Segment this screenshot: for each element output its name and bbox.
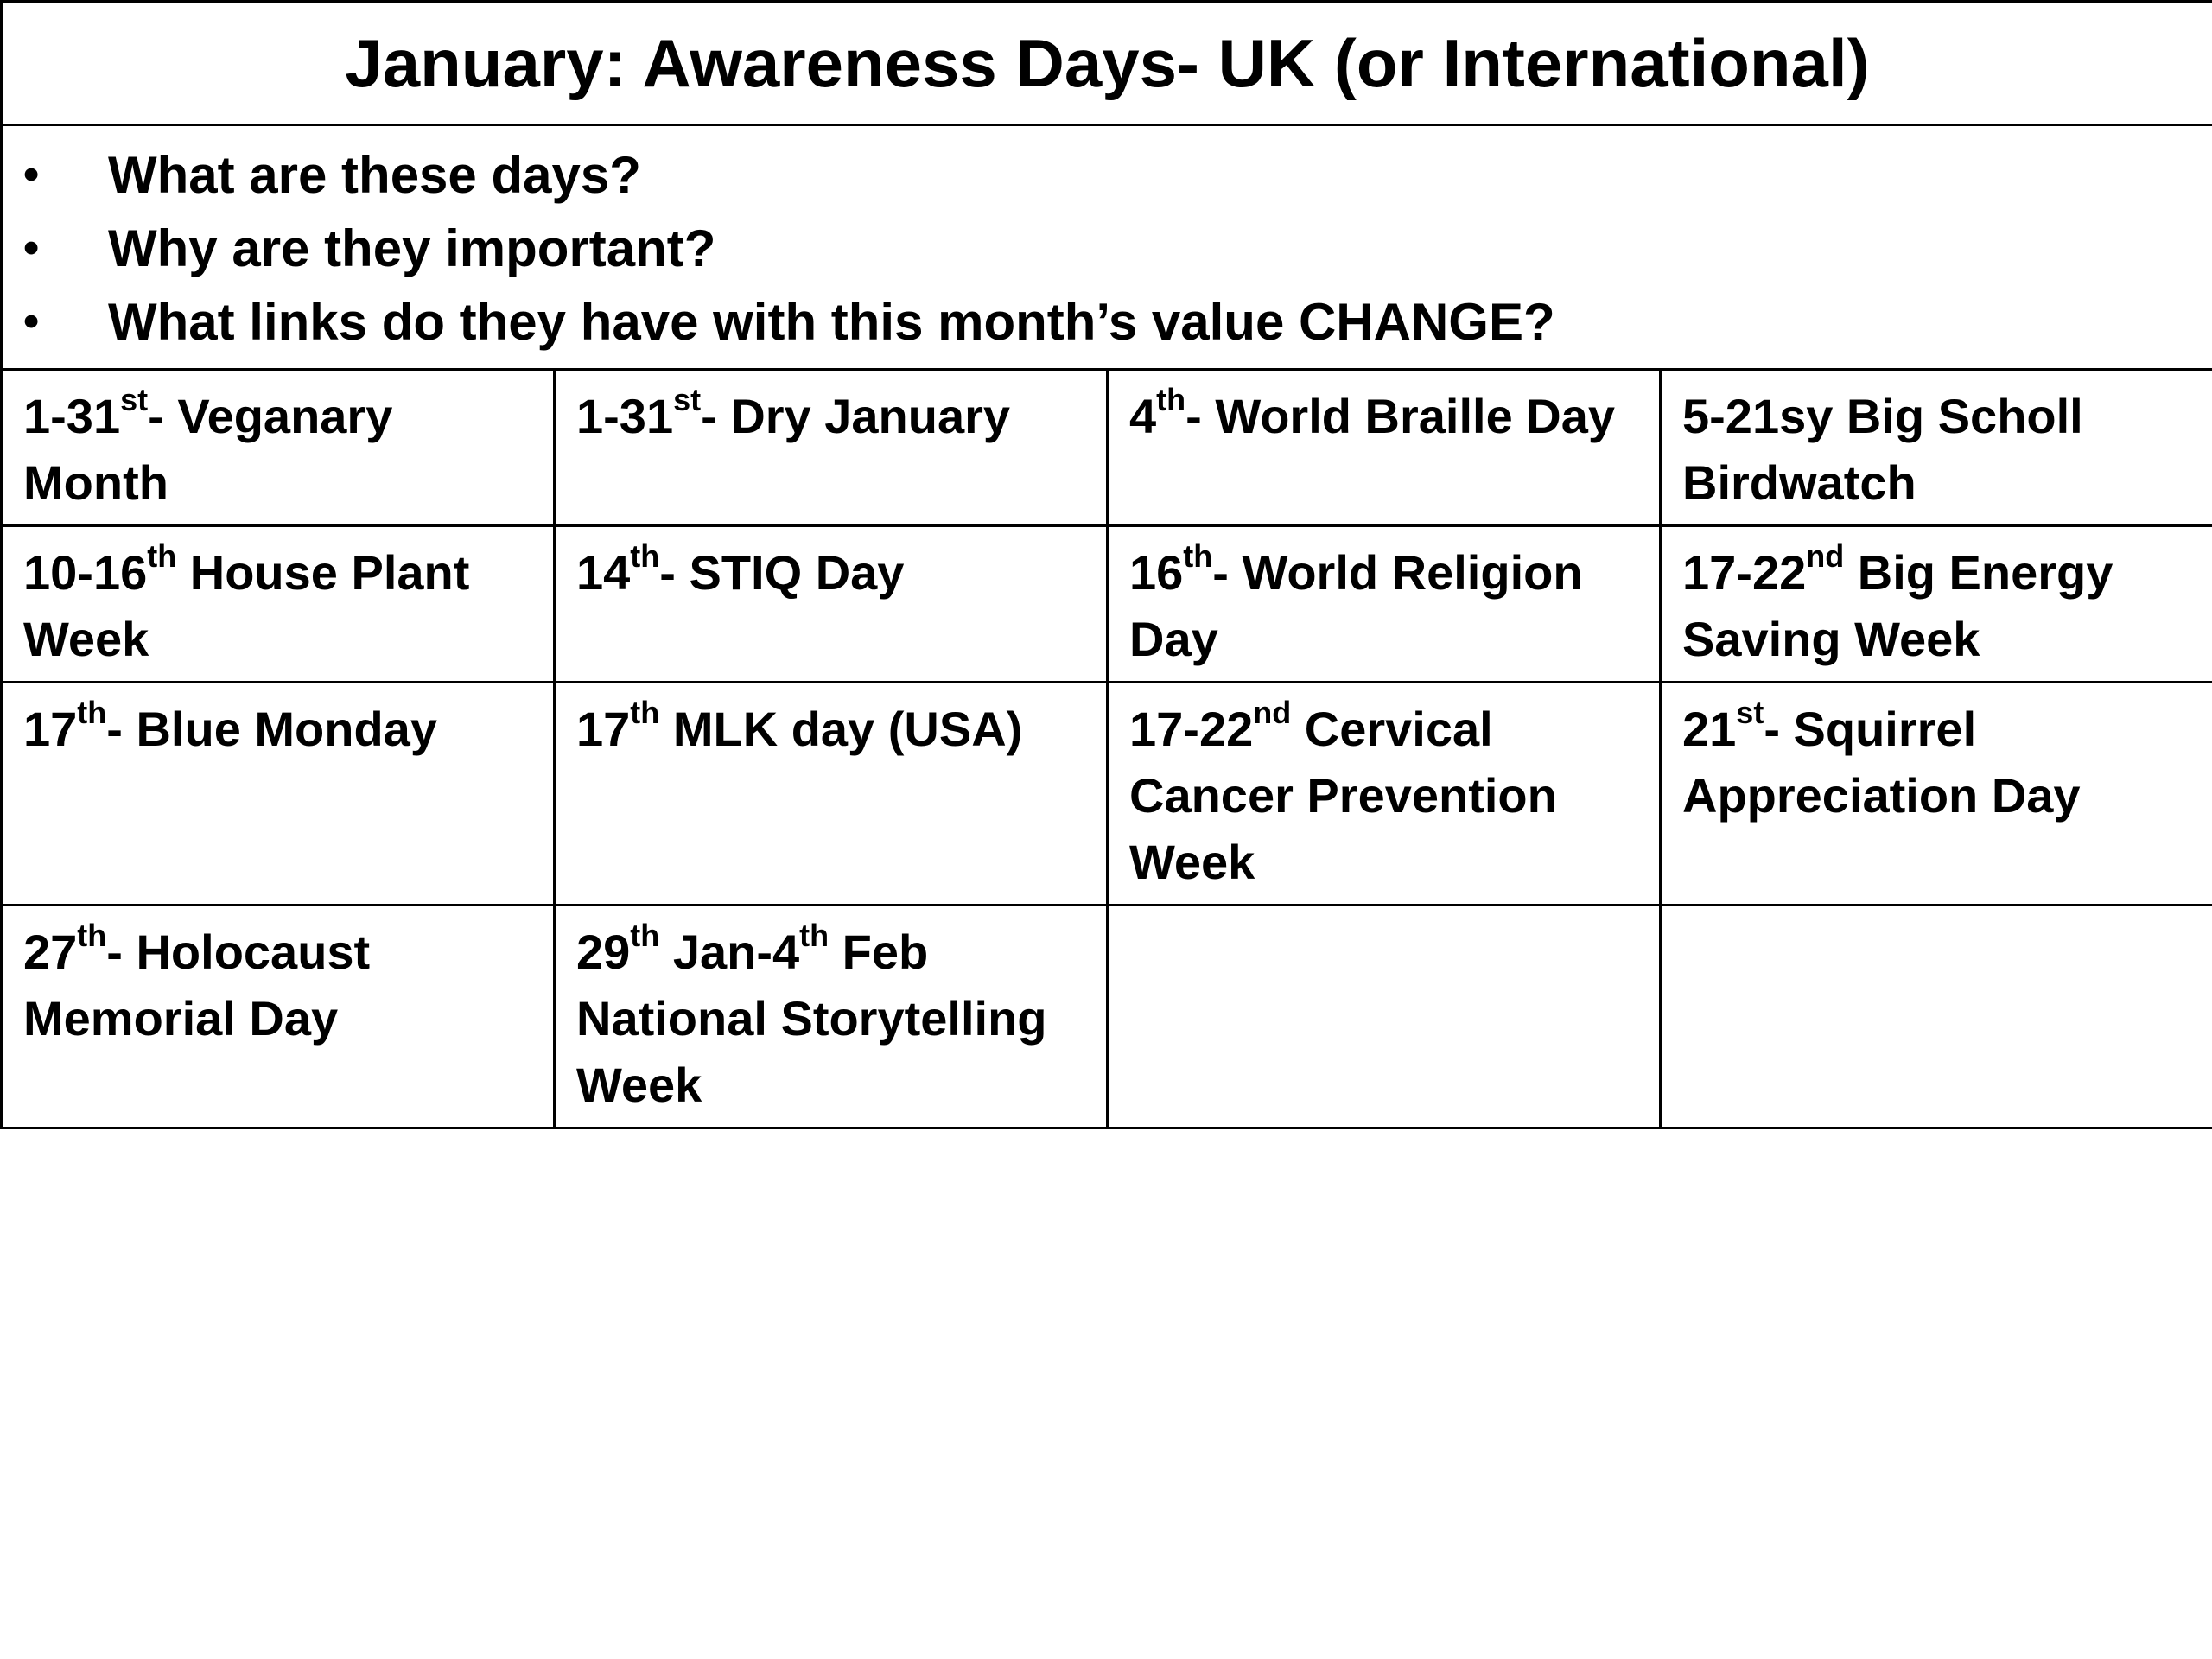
- day-date-suffix: st: [1736, 695, 1764, 731]
- day-date: 17: [23, 702, 78, 756]
- day-cell-veganary: [2, 370, 555, 526]
- day-cell-house-plant: [2, 526, 555, 683]
- bullet-icon: •: [23, 149, 40, 200]
- day-cell-stiq-day: [555, 526, 1108, 683]
- day-date: 4: [1129, 389, 1157, 443]
- day-date: 21: [1682, 702, 1737, 756]
- day-label: Big Energy Saving Week: [1682, 545, 2113, 666]
- day-date: 16: [1129, 545, 1184, 600]
- day-date-suffix: th: [147, 538, 177, 575]
- day-cell-holocaust-memorial: [2, 906, 555, 1128]
- question-item: [3, 212, 2212, 285]
- question-text: What are these days?: [108, 146, 641, 204]
- day-date-suffix: th: [77, 695, 107, 731]
- day-label: - Dry January: [701, 389, 1011, 443]
- day-date-suffix: th: [77, 918, 107, 954]
- page-title: January: Awareness Days- UK (or International): [345, 25, 1870, 101]
- day-label: - World Religion Day: [1129, 545, 1583, 666]
- day-date-suffix: th: [630, 538, 660, 575]
- day-label: - World Braille Day: [1185, 389, 1616, 443]
- day-label: - STIQ Day: [659, 545, 905, 600]
- day-label: - Veganary Month: [23, 389, 393, 510]
- question-text: What links do they have with this month’s value CHANGE?: [108, 293, 1555, 351]
- question-list: [3, 126, 2212, 359]
- day-date-suffix: st: [673, 382, 702, 418]
- day-label: MLK day (USA): [659, 702, 1023, 756]
- question-item: [3, 285, 2212, 359]
- day-cell-energy-saving: [1661, 526, 2212, 683]
- empty-cell: [1108, 906, 1661, 1128]
- day-cell-blue-monday: [2, 683, 555, 906]
- day-label: 5-21sy Big Scholl Birdwatch: [1682, 389, 2083, 510]
- day-label: - Blue Monday: [106, 702, 437, 756]
- day-cell-storytelling-week: [555, 906, 1108, 1128]
- day-label: - Holocaust Memorial Day: [23, 925, 371, 1046]
- question-item: [3, 138, 2212, 212]
- day-date-suffix: nd: [1806, 538, 1845, 575]
- day-date-suffix: th: [799, 918, 830, 954]
- day-date-suffix: th: [630, 918, 660, 954]
- questions-cell: [2, 125, 2212, 370]
- day-date-suffix: nd: [1253, 695, 1292, 731]
- day-date-suffix: th: [1183, 538, 1213, 575]
- day-date: 1-31: [23, 389, 121, 443]
- day-date: 14: [576, 545, 631, 600]
- day-label: - Squirrel Appreciation Day: [1682, 702, 2081, 823]
- day-cell-religion-day: [1108, 526, 1661, 683]
- day-label: Feb National Storytelling Week: [576, 925, 1047, 1112]
- day-date: 17-22: [1682, 545, 1807, 600]
- day-label: House Plant Week: [23, 545, 470, 666]
- day-date: 17-22: [1129, 702, 1254, 756]
- day-cell-mlk-day: [555, 683, 1108, 906]
- day-date: Jan-4: [659, 925, 800, 979]
- day-date-suffix: th: [1156, 382, 1186, 418]
- day-cell-cervical-cancer: [1108, 683, 1661, 906]
- question-text: Why are they important?: [108, 219, 716, 277]
- day-date: 27: [23, 925, 78, 979]
- bullet-icon: •: [23, 296, 40, 346]
- bullet-icon: •: [23, 223, 40, 273]
- day-date-suffix: th: [630, 695, 660, 731]
- day-cell-braille-day: [1108, 370, 1661, 526]
- day-cell-dry-january: [555, 370, 1108, 526]
- day-date-suffix: st: [120, 382, 149, 418]
- day-date: 1-31: [576, 389, 674, 443]
- day-cell-squirrel-day: [1661, 683, 2212, 906]
- day-label: Cervical Cancer Prevention Week: [1129, 702, 1557, 889]
- day-date: 29: [576, 925, 631, 979]
- day-date: 10-16: [23, 545, 148, 600]
- day-date: 17: [576, 702, 631, 756]
- day-cell-birdwatch: [1661, 370, 2212, 526]
- title-cell: [2, 2, 2212, 125]
- empty-cell: [1661, 906, 2212, 1128]
